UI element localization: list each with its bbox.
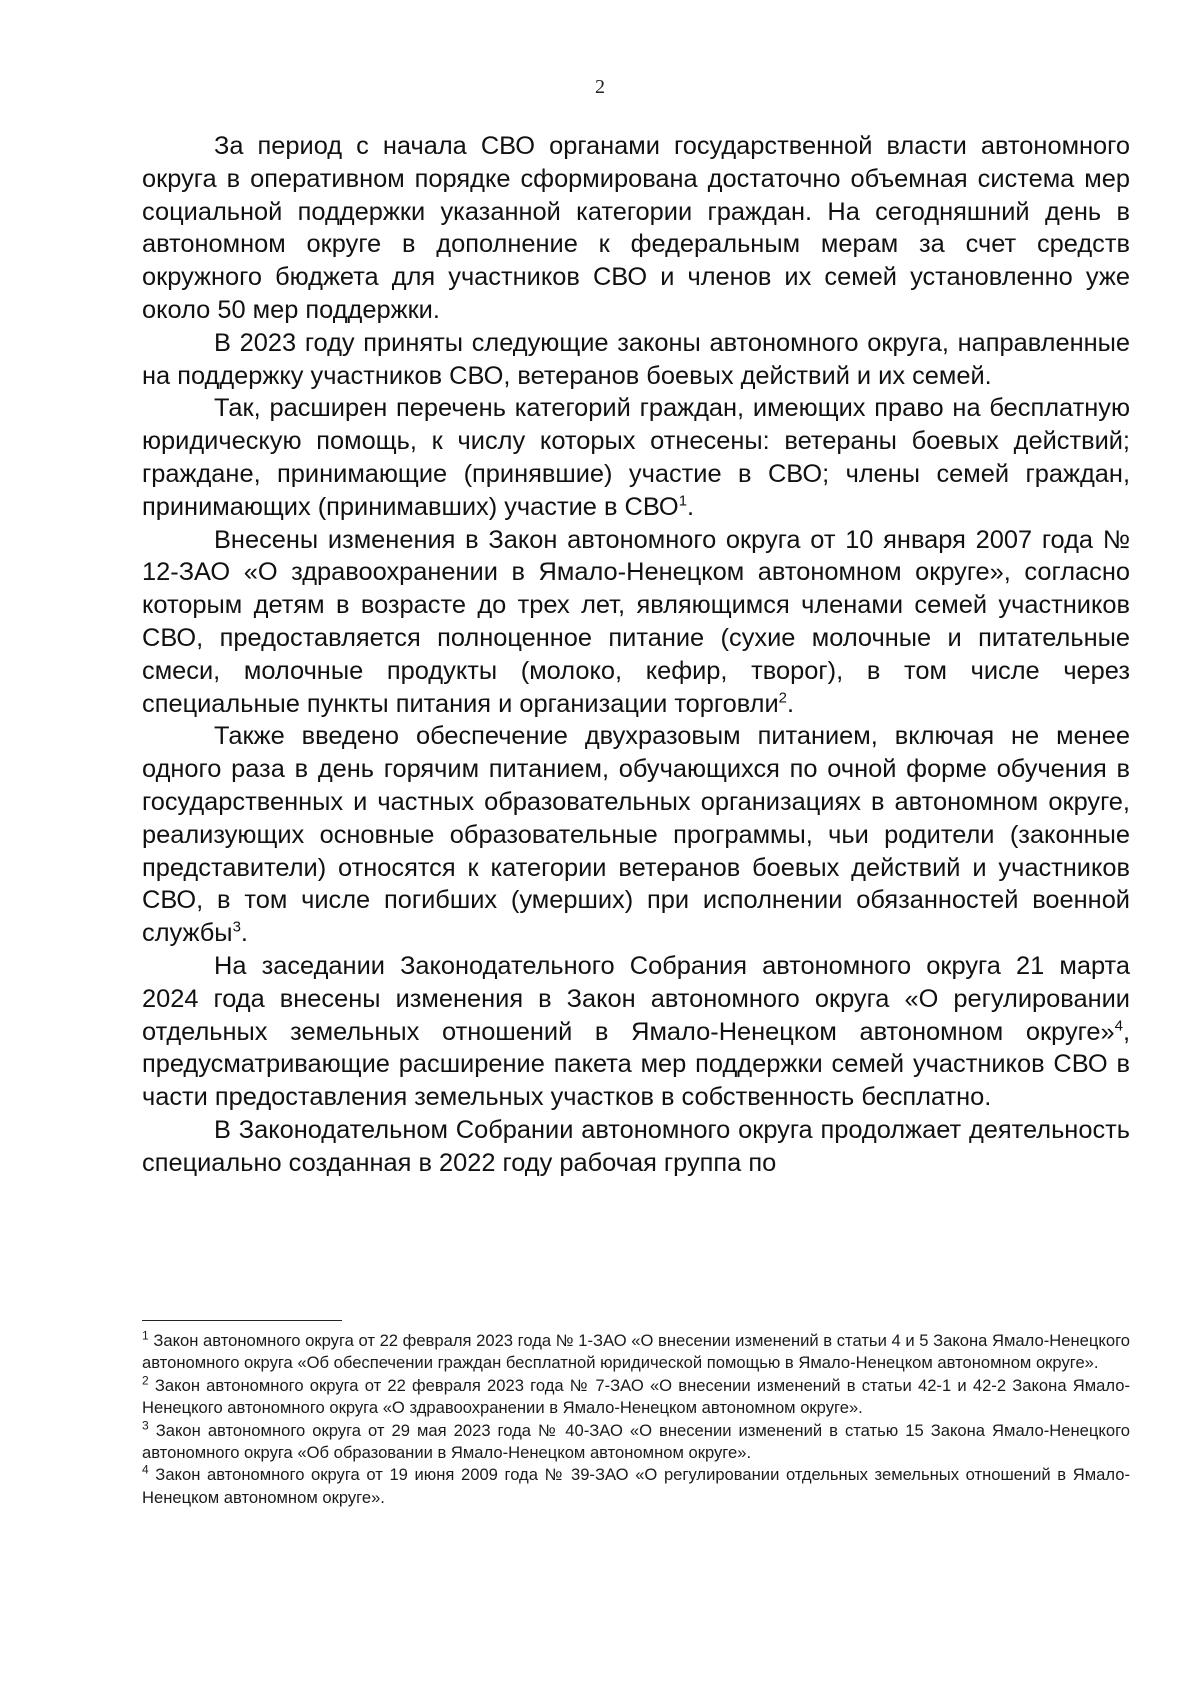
footnote-mark: 1 bbox=[142, 1328, 149, 1343]
footnote-separator bbox=[142, 1320, 342, 1321]
paragraph-text: Также введено обеспечение двухразовым питанием, включая не менее одного раза в день горячим питанием, обучающихся по очной форме обучения в государственных и частных образовательных организациях в автономном округе, реализующих основные образовательные программы, чьи родители (законные представители) относятся к категории ветеранов боевых действий и участников СВО, в том числе погибших (умерших) при исполнении обязанностей военной службы bbox=[142, 722, 1130, 948]
paragraph-tail: , предусматривающие расширение пакета мер поддержки семей участников СВО в части предоставления земельных участков в собственность бесплатно. bbox=[142, 1017, 1130, 1112]
footnote-mark: 2 bbox=[142, 1373, 149, 1388]
footnote-reference-1[interactable]: 1 bbox=[678, 492, 688, 510]
paragraph-4 bbox=[142, 524, 1130, 721]
paragraph-tail: . bbox=[687, 492, 695, 521]
paragraph-text: В 2023 году приняты следующие законы автономного округа, направленные на поддержку участников СВО, ветеранов боевых действий и их семей. bbox=[142, 328, 1130, 390]
footnote-4 bbox=[142, 1464, 1130, 1509]
paragraph-2 bbox=[142, 327, 1130, 393]
paragraph-text: На заседании Законодательного Собрания автономного округа 21 марта 2024 года внесены изменения в Закон автономного округа «О регулировании отдельных земельных отношений в Ямало-Ненецком автономном округе» bbox=[142, 951, 1130, 1046]
footnote-text: Закон автономного округа от 22 февраля 2023 года № 7-ЗАО «О внесении изменений в статьи 42-1 и 42-2 Закона Ямало-Ненецкого автономного округа «О здравоохранении в Ямало-Ненецком автономном округе». bbox=[142, 1375, 1130, 1418]
footnote-mark: 3 bbox=[142, 1418, 149, 1433]
paragraph-1 bbox=[142, 130, 1130, 327]
paragraph-tail: . bbox=[787, 689, 795, 718]
paragraph-text: Внесены изменения в Закон автономного округа от 10 января 2007 года № 12-ЗАО «О здравоохранении в Ямало-Ненецком автономном округе», согласно которым детям в возрасте до трех лет, являющимся членами семей участников СВО, предоставляется полноценное питание (сухие молочные и питательные смеси, молочные продукты (молоко, кефир, творог), в том числе через специальные пункты питания и организации торговли bbox=[142, 525, 1130, 718]
footnote-text: Закон автономного округа от 29 мая 2023 года № 40-ЗАО «О внесении изменений в статью 15 Закона Ямало-Ненецкого автономного округа «Об образовании в Ямало-Ненецком автономном округе». bbox=[142, 1420, 1130, 1463]
footnotes bbox=[142, 1330, 1130, 1509]
paragraph-6 bbox=[142, 950, 1130, 1114]
footnote-1 bbox=[142, 1330, 1130, 1375]
footnote-text: Закон автономного округа от 19 июня 2009 года № 39-ЗАО «О регулировании отдельных земельных отношений в Ямало-Ненецком автономном округе». bbox=[142, 1465, 1130, 1507]
footnote-2 bbox=[142, 1375, 1130, 1420]
paragraph-tail: . bbox=[240, 919, 248, 948]
footnote-3 bbox=[142, 1420, 1130, 1465]
body-text bbox=[142, 130, 1130, 1180]
footnote-reference-3[interactable]: 3 bbox=[232, 918, 241, 936]
paragraph-7 bbox=[142, 1114, 1130, 1180]
paragraph-3 bbox=[142, 392, 1130, 523]
paragraph-text: В Законодательном Собрании автономного округа продолжает деятельность специально созданная в 2022 году рабочая группа по bbox=[142, 1115, 1130, 1177]
paragraph-text: Так, расширен перечень категорий граждан, имеющих право на бесплатную юридическую помощь, к числу которых отнесены: ветераны боевых действий; граждане, принимающие (принявшие) участие в СВО; члены семей граждан, принимающих (принимавших) участие в СВО bbox=[142, 394, 1130, 521]
paragraph-5 bbox=[142, 720, 1130, 950]
footnote-reference-2[interactable]: 2 bbox=[778, 689, 787, 707]
footnote-mark: 4 bbox=[142, 1462, 149, 1477]
footnote-text: Закон автономного округа от 22 февраля 2023 года № 1-ЗАО «О внесении изменений в статьи 4 и 5 Закона Ямало-Ненецкого автономного округа «Об обеспечении граждан бесплатной юридической помощью в Ямало-Ненецком автономном округе». bbox=[142, 1331, 1130, 1373]
paragraph-text: За период с начала СВО органами государственной власти автономного округа в оперативном порядке сформирована достаточно объемная система мер социальной поддержки указанной категории граждан. На сегодняшний день в автономном округе в дополнение к федеральным мерам за счет средств окружного бюджета для участников СВО и членов их семей установленно уже около 50 мер поддержки. bbox=[142, 132, 1130, 324]
footnote-reference-4[interactable]: 4 bbox=[1114, 1017, 1123, 1035]
page-number: 2 bbox=[595, 76, 605, 98]
